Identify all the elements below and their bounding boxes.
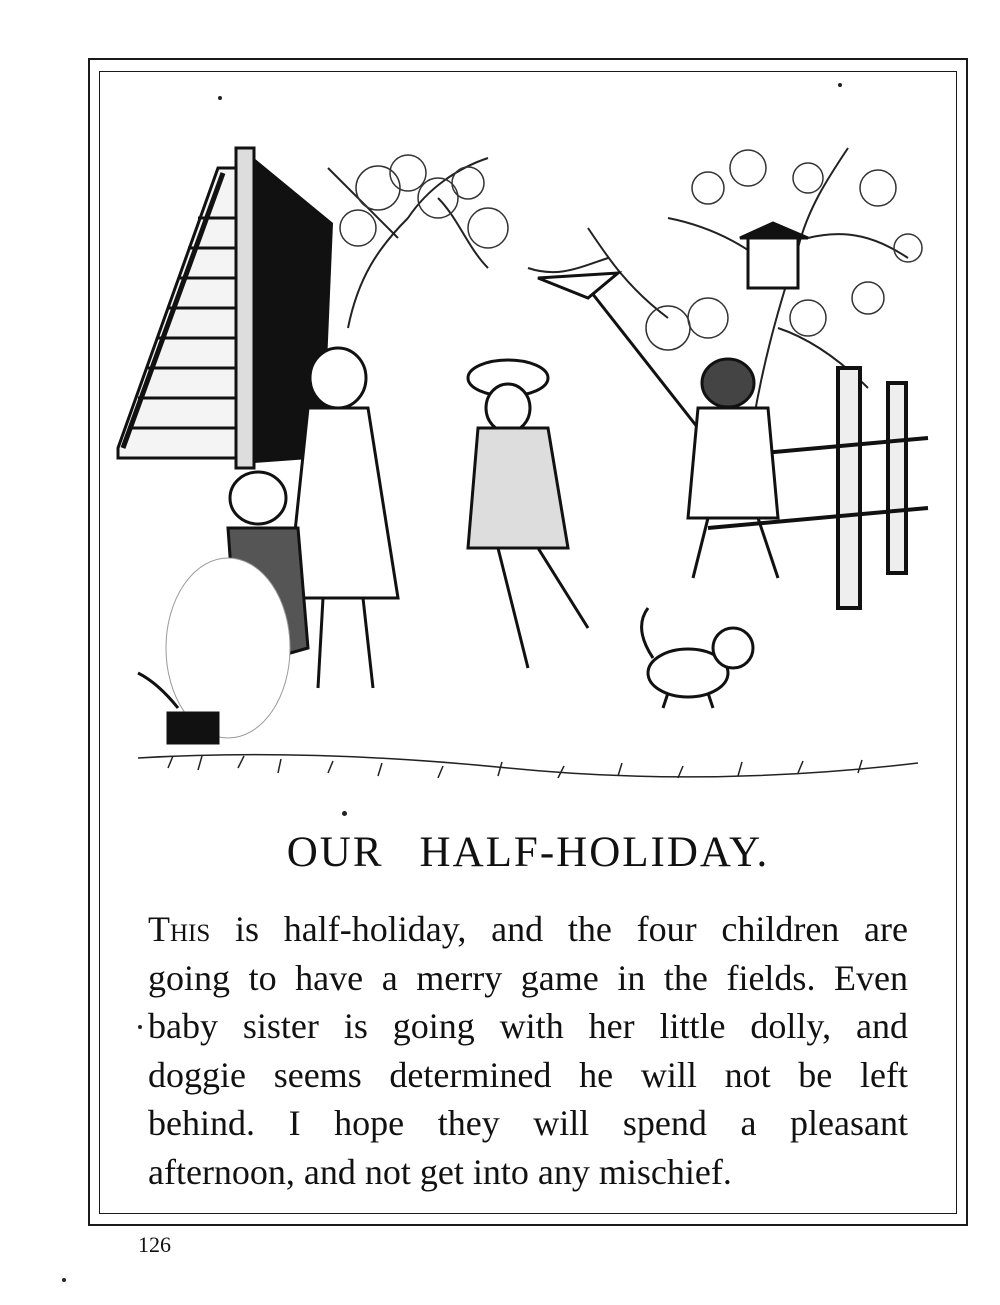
print-speck bbox=[62, 1278, 66, 1282]
title-word-half-holiday: HALF-HOLIDAY. bbox=[419, 829, 770, 876]
text-line-2: going to have a merry game in the fields. Even bbox=[148, 957, 908, 998]
print-speck bbox=[838, 83, 842, 87]
page-title bbox=[100, 828, 956, 877]
title-word-our: OUR bbox=[286, 829, 384, 876]
foliage bbox=[340, 150, 922, 350]
print-speck bbox=[342, 811, 347, 816]
text-line-4: doggie seems determined he will not be left bbox=[148, 1054, 908, 1095]
dog bbox=[642, 608, 753, 708]
grass bbox=[138, 755, 918, 778]
trees bbox=[328, 148, 908, 458]
print-speck bbox=[138, 1025, 142, 1029]
barn-shed bbox=[118, 148, 258, 468]
butterfly-net bbox=[538, 273, 698, 428]
text-line-5: behind. I hope they will spend a pleasant bbox=[148, 1103, 908, 1143]
lead-smallcaps: This bbox=[148, 909, 211, 949]
print-speck bbox=[218, 96, 222, 100]
text-line-6: afternoon, and not get into any mischief. bbox=[148, 1151, 732, 1192]
engraving-illustration bbox=[108, 128, 948, 798]
text-line-3: baby sister is going with her little dolly, and bbox=[148, 1006, 908, 1046]
story-paragraph bbox=[148, 905, 908, 1196]
page-number: 126 bbox=[138, 1232, 171, 1257]
text-line-1: This is half-holiday, and the four children are bbox=[148, 909, 908, 949]
birdhouse bbox=[740, 223, 808, 288]
baby-figure bbox=[166, 558, 290, 738]
